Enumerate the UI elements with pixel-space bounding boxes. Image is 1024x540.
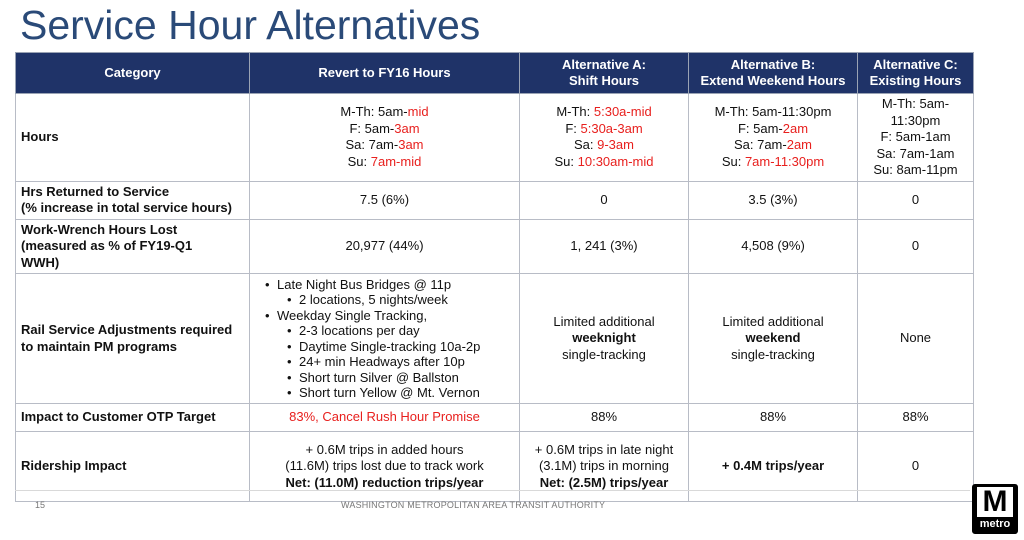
hours-line <box>525 121 683 138</box>
table-row-rail-adjust <box>16 274 974 404</box>
rail-adjust-alt-c: None <box>858 274 974 404</box>
list-item: • Weekday Single Tracking, <box>277 308 514 324</box>
hours-alt-a <box>520 94 689 182</box>
header-alt-a: Alternative A: Shift Hours <box>520 53 689 94</box>
list-item: • Short turn Yellow @ Mt. Vernon <box>277 385 514 401</box>
hours-line <box>255 121 514 138</box>
footer-divider <box>15 490 970 491</box>
ridership-fy16 <box>250 432 520 502</box>
hours-time: 5am- <box>753 120 783 136</box>
list-item: • Late Night Bus Bridges @ 11p <box>277 277 514 293</box>
hours-fy16 <box>250 94 520 182</box>
hours-line <box>694 104 852 121</box>
hours-time-changed: 10:30am-mid <box>577 153 654 169</box>
hours-line <box>255 104 514 121</box>
hours-time-changed: 7am-mid <box>370 153 422 169</box>
hours-time-changed: 2am <box>782 120 809 136</box>
alternatives-table <box>15 52 974 502</box>
list-item: • 24+ min Headways after 10p <box>277 354 514 370</box>
hours-day-label: Sa: <box>345 137 369 153</box>
hours-line: Sa: 7am-1am <box>876 145 955 161</box>
hours-time: 7am- <box>757 137 787 153</box>
metro-logo-letter: M <box>977 487 1013 517</box>
hours-day-label: M-Th: <box>340 104 378 120</box>
hrs-returned-alt-a: 0 <box>520 181 689 219</box>
hours-time: 5am-11:30pm <box>752 104 832 120</box>
hours-line: M-Th: 5am- <box>881 96 950 111</box>
category-hours: Hours <box>16 94 250 182</box>
otp-alt-a: 88% <box>520 404 689 432</box>
ridership-line: (3.1M) trips in morning <box>538 458 670 474</box>
hours-line <box>694 137 852 154</box>
hours-line <box>525 104 683 121</box>
header-alt-b: Alternative B: Extend Weekend Hours <box>689 53 858 94</box>
hours-time: 5am- <box>377 104 408 120</box>
metro-logo-word: metro <box>979 518 1011 530</box>
hours-day-label: M-Th: <box>556 104 594 120</box>
category-rail-adjust: Rail Service Adjustments required to maintain PM programs <box>16 274 250 404</box>
hours-time-changed: 5:30a-mid <box>593 104 652 120</box>
ridership-line: + 0.6M trips in added hours <box>305 441 464 457</box>
hours-alt-b <box>689 94 858 182</box>
rail-adjust-line: single-tracking <box>731 346 815 362</box>
ridership-line: (11.6M) trips lost due to track work <box>285 458 484 474</box>
hours-line <box>525 154 683 171</box>
footer-org: WASHINGTON METROPOLITAN AREA TRANSIT AUTHORITY <box>341 500 606 510</box>
header-alt-c: Alternative C: Existing Hours <box>858 53 974 94</box>
list-item: • Short turn Silver @ Ballston <box>277 370 514 386</box>
hours-day-label: Sa: <box>733 137 758 153</box>
otp-fy16: 83%, Cancel Rush Hour Promise <box>250 404 520 432</box>
list-item: • 2-3 locations per day <box>277 323 514 339</box>
rail-adjust-line: single-tracking <box>562 346 646 362</box>
hours-day-label: F: <box>349 120 365 136</box>
hours-line: F: 5am-1am <box>880 129 951 144</box>
hours-time-changed: 3am <box>394 120 420 136</box>
hrs-returned-alt-b: 3.5 (3%) <box>689 181 858 219</box>
rail-adjust-alt-a <box>520 274 689 404</box>
rail-adjust-fy16 <box>250 274 520 404</box>
table-row-otp <box>16 404 974 432</box>
hours-line: 11:30pm <box>890 112 941 128</box>
rail-adjust-list <box>255 277 514 401</box>
hours-time-changed: 2am <box>786 137 813 153</box>
header-fy16: Revert to FY16 Hours <box>250 53 520 94</box>
header-category: Category <box>16 53 250 94</box>
hours-line <box>525 137 683 154</box>
wwh-lost-alt-b: 4,508 (9%) <box>689 219 858 274</box>
wwh-lost-alt-a: 1, 241 (3%) <box>520 219 689 274</box>
header-row <box>16 53 974 94</box>
ridership-alt-b: + 0.4M trips/year <box>689 432 858 502</box>
hours-day-label: F: <box>737 120 754 136</box>
hours-day-label: M-Th: <box>714 104 753 120</box>
hours-time-changed: 9-3am <box>597 137 634 153</box>
rail-adjust-emphasis: weeknight <box>572 330 636 346</box>
hours-time: 5am- <box>364 120 395 136</box>
hours-time-changed: mid <box>407 104 429 120</box>
hours-time-changed: 5:30a-3am <box>580 120 643 136</box>
hrs-returned-alt-c: 0 <box>858 181 974 219</box>
list-item: • 2 locations, 5 nights/week <box>277 292 514 308</box>
ridership-alt-a <box>520 432 689 502</box>
rail-adjust-alt-b <box>689 274 858 404</box>
hours-time-changed: 3am <box>398 137 424 153</box>
category-wwh-lost: Work-Wrench Hours Lost (measured as % of FY19-Q1 WWH) <box>16 219 250 274</box>
metro-logo <box>972 484 1018 534</box>
ridership-net: Net: (11.0M) reduction trips/year <box>285 474 484 490</box>
ridership-line: + 0.6M trips in late night <box>534 441 674 457</box>
hrs-returned-fy16: 7.5 (6%) <box>250 181 520 219</box>
otp-alt-c: 88% <box>858 404 974 432</box>
rail-adjust-line: Limited additional <box>722 313 824 329</box>
hours-day-label: F: <box>565 120 581 136</box>
hours-time: 7am- <box>368 137 399 153</box>
otp-alt-b: 88% <box>689 404 858 432</box>
wwh-lost-alt-c: 0 <box>858 219 974 274</box>
hours-day-label: Su: <box>554 153 578 169</box>
page-number: 15 <box>35 500 46 510</box>
hours-line <box>694 154 852 171</box>
wwh-lost-fy16: 20,977 (44%) <box>250 219 520 274</box>
category-hrs-returned: Hrs Returned to Service (% increase in total service hours) <box>16 181 250 219</box>
rail-adjust-line: Limited additional <box>553 313 655 329</box>
hours-day-label: Su: <box>721 153 745 169</box>
ridership-net: Net: (2.5M) trips/year <box>539 474 669 490</box>
ridership-alt-c: 0 <box>858 432 974 502</box>
category-otp: Impact to Customer OTP Target <box>16 404 250 432</box>
table-row-ridership <box>16 432 974 502</box>
hours-line <box>694 121 852 138</box>
hours-time-changed: 7am-11:30pm <box>744 153 825 169</box>
rail-adjust-emphasis: weekend <box>745 330 801 346</box>
hours-line <box>255 137 514 154</box>
page-title: Service Hour Alternatives <box>20 2 481 48</box>
hours-line <box>255 154 514 171</box>
list-item: • Daytime Single-tracking 10a-2p <box>277 339 514 355</box>
hours-day-label: Su: <box>347 153 371 169</box>
table-row-hours <box>16 94 974 182</box>
hours-alt-c <box>858 94 974 182</box>
hours-day-label: Sa: <box>574 137 598 153</box>
table-row-wwh-lost <box>16 219 974 274</box>
hours-line: Su: 8am-11pm <box>873 162 958 177</box>
table-row-hrs-returned <box>16 181 974 219</box>
category-ridership: Ridership Impact <box>16 432 250 502</box>
